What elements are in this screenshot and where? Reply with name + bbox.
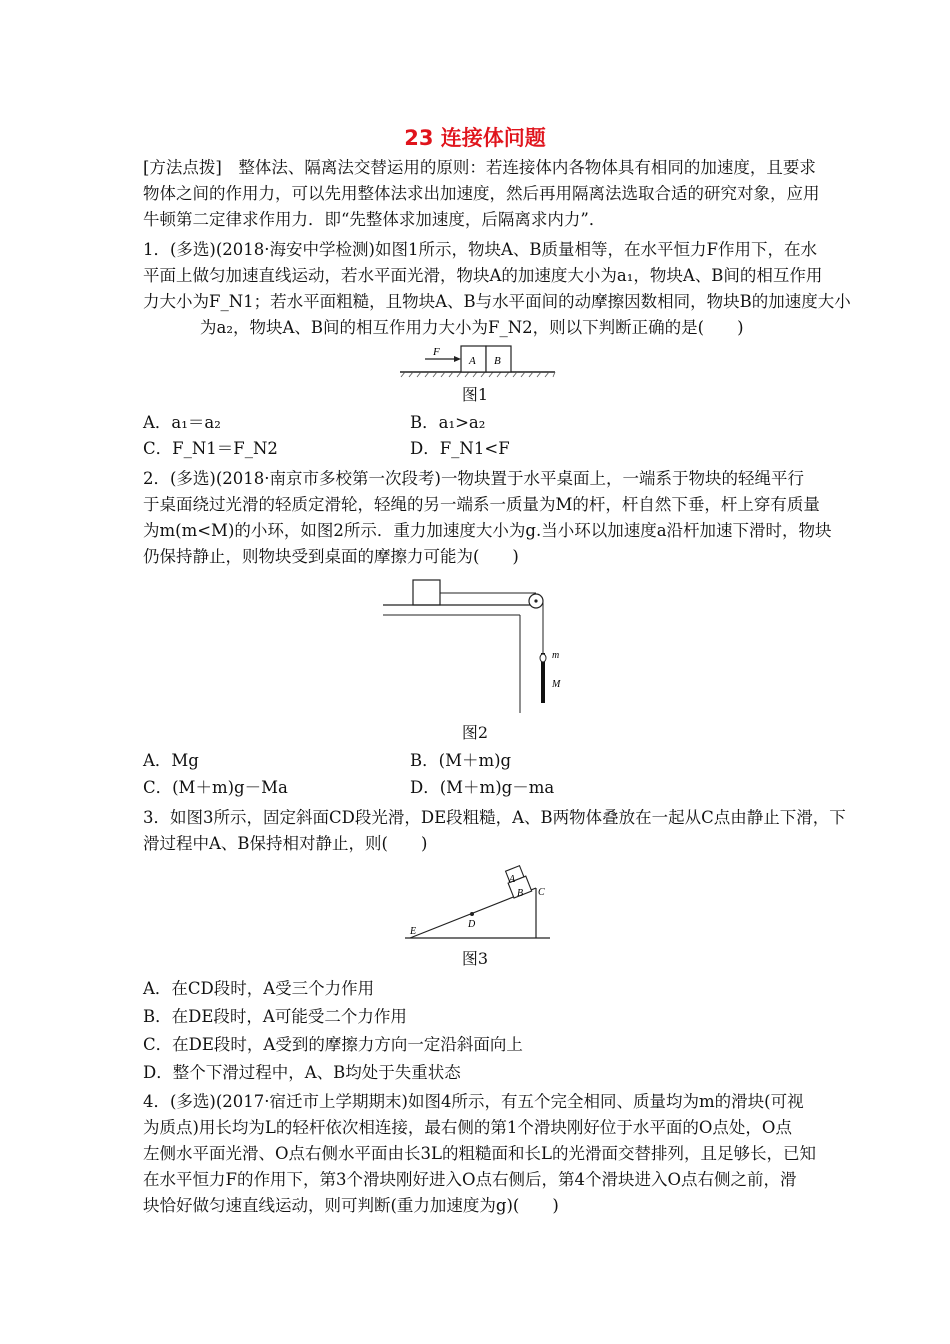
q1-line-2: 平面上做匀加速直线运动，若水平面光滑，物块A的加速度大小为a₁，物块A、B间的相互作用 — [143, 266, 823, 285]
label-d: D — [468, 919, 476, 930]
q1-line-1: 1．(多选)(2018·海安中学检测)如图1所示，物块A、B质量相等，在水平恒力F作用下，在水 — [143, 240, 817, 259]
force-label: F — [433, 346, 440, 358]
q1-option-d: D．F_N1<F — [410, 439, 510, 458]
ring — [540, 654, 546, 662]
block — [413, 580, 440, 605]
q1-option-c: C．F_N1＝F_N2 — [143, 439, 278, 458]
figure-1-caption: 图1 — [461, 385, 489, 404]
page-title: 23 连接体问题 — [404, 126, 546, 150]
q2-line-4: 仍保持静止，则物块受到桌面的摩擦力可能为( ) — [143, 547, 519, 566]
q3-line-1: 3．如图3所示，固定斜面CD段光滑，DE段粗糙，A、B两物体叠放在一起从C点由静止下滑，下 — [143, 808, 846, 827]
block-a-label: A — [469, 355, 476, 367]
label-e: E — [410, 926, 417, 937]
ring-label: m — [552, 650, 560, 661]
q4-line-4: 在水平恒力F的作用下，第3个滑块刚好进入O点右侧后，第4个滑块进入O点右侧之前，滑 — [143, 1170, 797, 1189]
rod-label: M — [552, 679, 561, 690]
q3-option-a: A．在CD段时，A受三个力作用 — [143, 979, 375, 998]
label-c: C — [538, 887, 545, 898]
q1-line-3: 力大小为F_N1；若水平面粗糙，且物块A、B与水平面间的动摩擦因数相同，物块B的加速度大小 — [143, 292, 851, 311]
intro-line-1: [方法点拨] 整体法、隔离法交替运用的原则：若连接体内各物体具有相同的加速度，且要求 — [143, 158, 816, 177]
q2-line-3: 为m(m<M)的小环，如图2所示．重力加速度大小为g.当小环以加速度a沿杆加速下滑时，物块 — [143, 521, 832, 540]
figure-2-diagram — [380, 575, 580, 715]
q3-option-c: C．在DE段时，A受到的摩擦力方向一定沿斜面向上 — [143, 1035, 523, 1054]
q1-option-b: B．a₁>a₂ — [410, 413, 486, 432]
figure-1-diagram — [395, 340, 565, 380]
q2-option-c: C．(M＋m)g－Ma — [143, 778, 288, 797]
label-b: B — [517, 888, 524, 899]
label-a: A — [509, 874, 516, 885]
q2-option-d: D．(M＋m)g－ma — [410, 778, 555, 797]
intro-line-3: 牛顿第二定律求作用力．即“先整体求加速度，后隔离求内力”． — [143, 210, 606, 229]
q4-line-1: 4．(多选)(2017·宿迁市上学期期末)如图4所示，有五个完全相同、质量均为m的滑块(可视 — [143, 1092, 804, 1111]
q3-line-2: 滑过程中A、B保持相对静止，则( ) — [143, 834, 428, 853]
q2-line-2: 于桌面绕过光滑的轻质定滑轮，轻绳的另一端系一质量为M的杆，杆自然下垂，杆上穿有质量 — [143, 495, 820, 514]
intro-line-2: 物体之间的作用力，可以先用整体法求出加速度，然后再用隔离法选取合适的研究对象，应用 — [143, 184, 820, 203]
q2-line-1: 2．(多选)(2018·南京市多校第一次段考)一物块置于水平桌面上，一端系于物块的轻绳平行 — [143, 469, 804, 488]
q2-option-b: B．(M＋m)g — [410, 751, 512, 770]
figure-3-diagram — [400, 862, 560, 942]
figure-3-caption: 图3 — [461, 949, 489, 968]
q4-line-5: 块恰好做匀速直线运动，则可判断(重力加速度为g)( ) — [143, 1196, 559, 1215]
block-b-label: B — [494, 355, 501, 367]
q4-line-3: 左侧水平面光滑、O点右侧水平面由长3L的粗糙面和长L的光滑面交替排列，且足够长，已知 — [143, 1144, 816, 1163]
q1-option-a: A．a₁＝a₂ — [143, 413, 221, 432]
q2-option-a: A．Mg — [143, 751, 199, 770]
q3-option-b: B．在DE段时，A可能受二个力作用 — [143, 1007, 407, 1026]
q1-line-4: 为a₂，物块A、B间的相互作用力大小为F_N2，则以下判断正确的是( ) — [200, 318, 744, 337]
q3-option-d: D．整个下滑过程中，A、B均处于失重状态 — [143, 1063, 461, 1082]
figure-2-caption: 图2 — [461, 723, 489, 742]
q4-line-2: 为质点)用长均为L的轻杆依次相连接，最右侧的第1个滑块刚好位于水平面的O点处，O点 — [143, 1118, 792, 1137]
point-d — [470, 912, 474, 916]
